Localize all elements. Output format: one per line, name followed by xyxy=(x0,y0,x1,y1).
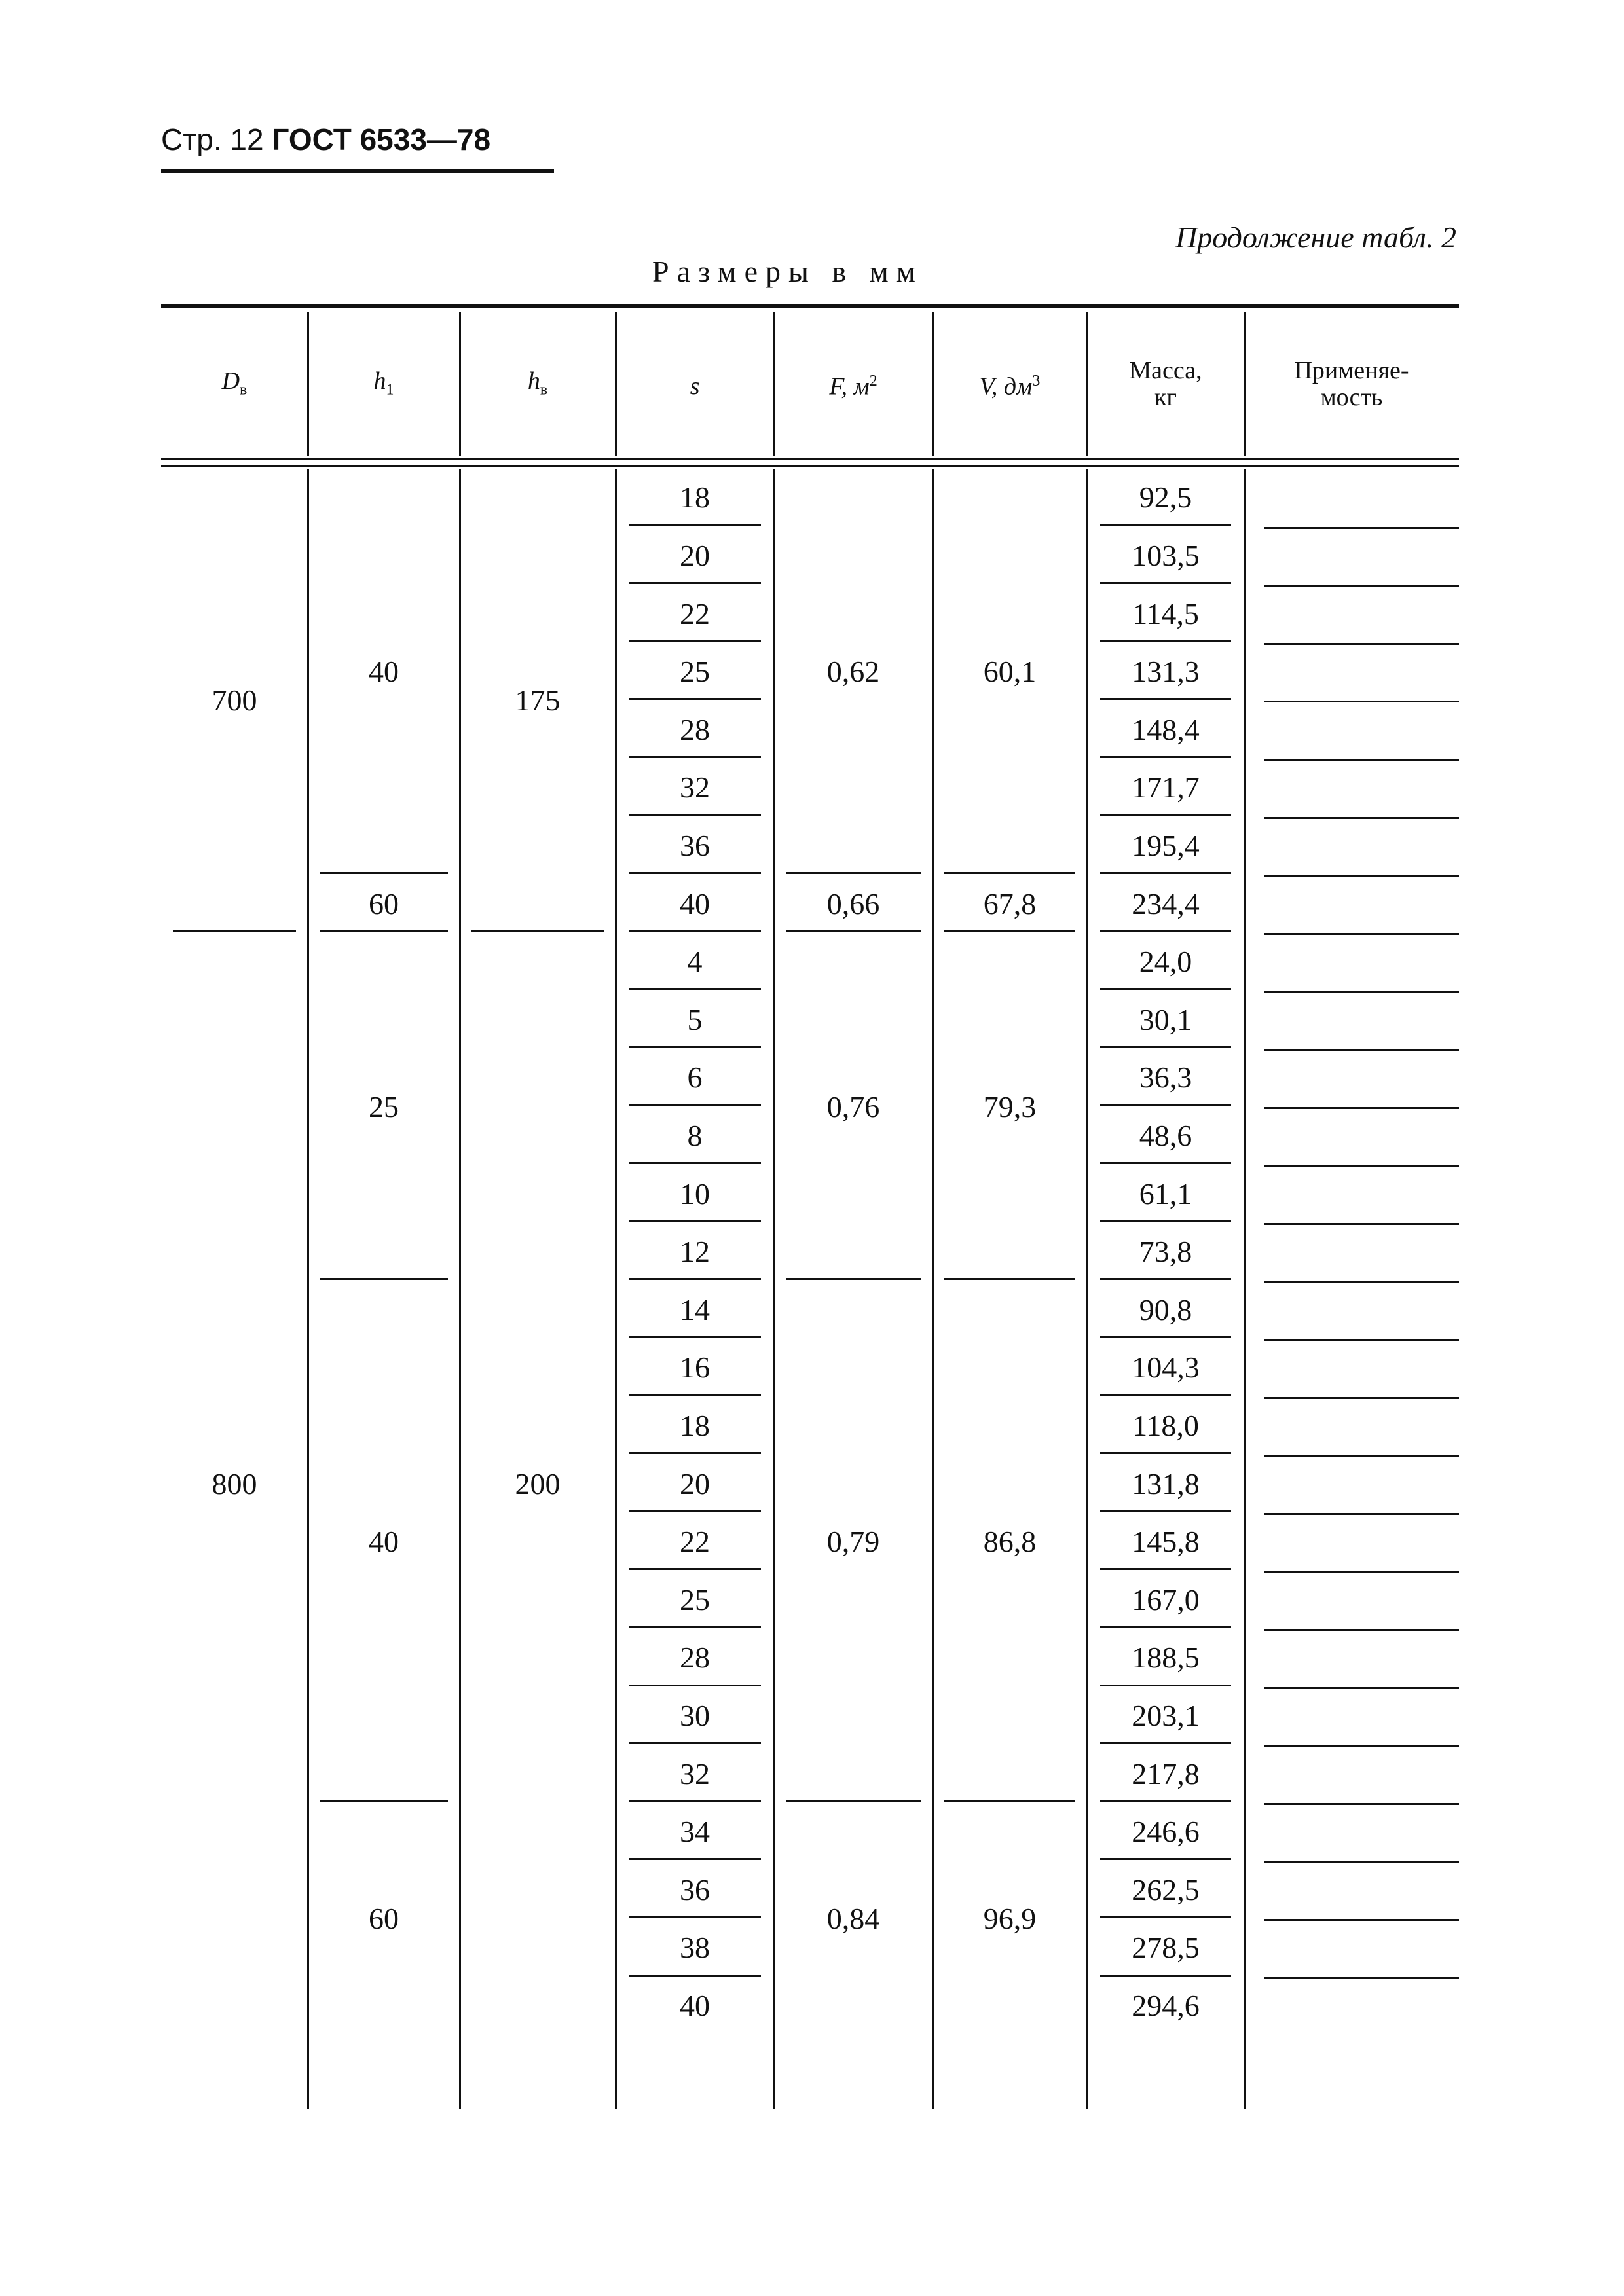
group-cell-f: 0,66 xyxy=(826,886,880,920)
row-underline-applicability xyxy=(1264,1861,1459,1863)
group-divider-f xyxy=(786,1800,921,1802)
header-separator-rule-2 xyxy=(161,465,1459,467)
continuation-note: Продолжение табл. 2 xyxy=(1175,221,1456,254)
table-row-s: 14 xyxy=(680,1292,710,1326)
row-underline-s xyxy=(629,1685,761,1686)
row-underline-s xyxy=(629,1916,761,1918)
row-underline-s xyxy=(629,1858,761,1860)
row-underline-mass xyxy=(1100,756,1231,758)
row-underline-applicability xyxy=(1264,527,1459,529)
table-row-s: 36 xyxy=(680,1872,710,1906)
column-divider xyxy=(773,312,775,456)
table-row-s: 6 xyxy=(687,1061,703,1095)
table-row-mass: 278,5 xyxy=(1132,1931,1200,1965)
row-underline-applicability xyxy=(1264,875,1459,877)
column-divider xyxy=(615,312,617,456)
column-divider xyxy=(307,312,309,456)
col-header-dv: $D_в$ xyxy=(221,367,248,399)
row-underline-mass xyxy=(1100,1336,1231,1338)
row-underline-s xyxy=(629,524,761,526)
column-divider xyxy=(932,312,934,456)
group-divider-v xyxy=(944,930,1075,932)
row-underline-mass xyxy=(1100,1104,1231,1106)
table-row-s: 40 xyxy=(680,886,710,920)
row-underline-s xyxy=(629,698,761,700)
row-underline-mass xyxy=(1100,1626,1231,1628)
row-underline-mass xyxy=(1100,1685,1231,1686)
col-header-mass: Масса, кг xyxy=(1129,357,1202,412)
table-row-s: 18 xyxy=(680,1408,710,1442)
row-underline-applicability xyxy=(1264,1165,1459,1167)
col-header-v: V, $дм^3$ xyxy=(979,373,1041,401)
row-underline-s xyxy=(629,1162,761,1164)
standard-code: ГОСТ 6533—78 xyxy=(272,122,491,156)
table-row-mass: 48,6 xyxy=(1139,1118,1192,1152)
row-underline-mass xyxy=(1100,582,1231,584)
row-underline-mass xyxy=(1100,1916,1231,1918)
page-number: Стр. 12 xyxy=(161,122,264,156)
table-row-s: 32 xyxy=(680,1757,710,1791)
group-cell-f: 0,84 xyxy=(826,1902,880,1935)
group-divider-hv xyxy=(471,930,604,932)
row-underline-s xyxy=(629,814,761,816)
row-underline-s xyxy=(629,1278,761,1280)
row-underline-applicability xyxy=(1264,1919,1459,1921)
row-underline-mass xyxy=(1100,1278,1231,1280)
table-row-mass: 148,4 xyxy=(1132,712,1200,746)
row-underline-s xyxy=(629,1800,761,1802)
col-header-f: F, $м^2$ xyxy=(829,373,877,401)
table-row-mass: 171,7 xyxy=(1132,771,1200,805)
row-underline-mass xyxy=(1100,930,1231,932)
row-underline-applicability xyxy=(1264,701,1459,702)
table-row-s: 25 xyxy=(680,1582,710,1616)
table-row-s: 8 xyxy=(687,1118,703,1152)
group-cell-f: 0,79 xyxy=(826,1525,880,1559)
table-row-s: 20 xyxy=(680,538,710,572)
row-underline-mass xyxy=(1100,524,1231,526)
column-divider xyxy=(459,312,461,456)
group-cell-dv: 800 xyxy=(212,1467,257,1501)
table-row-s: 38 xyxy=(680,1931,710,1965)
row-underline-mass xyxy=(1100,814,1231,816)
group-cell-h1: 60 xyxy=(369,1902,399,1935)
table-row-s: 25 xyxy=(680,655,710,689)
row-underline-s xyxy=(629,1626,761,1628)
table-row-s: 22 xyxy=(680,596,710,630)
group-cell-v: 67,8 xyxy=(983,886,1037,920)
row-underline-mass xyxy=(1100,1800,1231,1802)
row-underline-mass xyxy=(1100,1858,1231,1860)
table-row-s: 16 xyxy=(680,1351,710,1385)
group-divider-v xyxy=(944,872,1075,874)
table-row-mass: 118,0 xyxy=(1132,1408,1199,1442)
table-row-mass: 195,4 xyxy=(1132,828,1200,862)
units-caption: Размеры в мм xyxy=(652,255,923,288)
group-divider-v xyxy=(944,1800,1075,1802)
group-cell-h1: 25 xyxy=(369,1089,399,1123)
table-row-s: 20 xyxy=(680,1467,710,1501)
group-divider-h1 xyxy=(320,930,448,932)
table-row-s: 12 xyxy=(680,1235,710,1269)
row-underline-s xyxy=(629,1394,761,1396)
row-underline-mass xyxy=(1100,1510,1231,1512)
table-row-s: 32 xyxy=(680,771,710,805)
table-row-s: 10 xyxy=(680,1176,710,1211)
table-row-s: 34 xyxy=(680,1815,710,1849)
table-row-s: 30 xyxy=(680,1698,710,1732)
row-underline-mass xyxy=(1100,1162,1231,1164)
row-underline-applicability xyxy=(1264,1687,1459,1689)
row-underline-s xyxy=(629,1220,761,1222)
table-row-s: 28 xyxy=(680,1641,710,1675)
row-underline-mass xyxy=(1100,1452,1231,1454)
row-underline-s xyxy=(629,930,761,932)
table-row-mass: 203,1 xyxy=(1132,1698,1200,1732)
table-row-s: 22 xyxy=(680,1525,710,1559)
row-underline-s xyxy=(629,1336,761,1338)
group-cell-h1: 40 xyxy=(369,655,399,689)
row-underline-applicability xyxy=(1264,1223,1459,1225)
row-underline-s xyxy=(629,872,761,874)
group-cell-hv: 175 xyxy=(515,683,561,718)
row-underline-applicability xyxy=(1264,1977,1459,1979)
row-underline-mass xyxy=(1100,698,1231,700)
group-divider-dv xyxy=(173,930,296,932)
row-underline-applicability xyxy=(1264,643,1459,645)
table-row-mass: 188,5 xyxy=(1132,1641,1200,1675)
table-row-mass: 24,0 xyxy=(1139,945,1192,979)
group-cell-h1: 40 xyxy=(369,1525,399,1559)
table-row-mass: 36,3 xyxy=(1139,1061,1192,1095)
row-underline-applicability xyxy=(1264,1397,1459,1399)
table-row-mass: 246,6 xyxy=(1132,1815,1200,1849)
row-underline-mass xyxy=(1100,640,1231,642)
row-underline-s xyxy=(629,1046,761,1048)
row-underline-applicability xyxy=(1264,1455,1459,1457)
row-underline-s xyxy=(629,1568,761,1570)
table-row-mass: 217,8 xyxy=(1132,1757,1200,1791)
col-header-h1: $h_1$ xyxy=(373,367,394,399)
row-underline-s xyxy=(629,988,761,990)
table-row-mass: 104,3 xyxy=(1132,1351,1200,1385)
table-row-mass: 103,5 xyxy=(1132,538,1200,572)
table-row-mass: 73,8 xyxy=(1139,1235,1192,1269)
row-underline-applicability xyxy=(1264,1629,1459,1631)
group-divider-h1 xyxy=(320,872,448,874)
row-underline-s xyxy=(629,1975,761,1977)
row-underline-applicability xyxy=(1264,933,1459,935)
row-underline-applicability xyxy=(1264,1803,1459,1805)
row-underline-mass xyxy=(1100,1046,1231,1048)
table-row-mass: 131,3 xyxy=(1132,655,1200,689)
col-header-hv: $h_в$ xyxy=(527,367,548,399)
row-underline-mass xyxy=(1100,1975,1231,1977)
group-divider-f xyxy=(786,872,921,874)
row-underline-s xyxy=(629,1742,761,1744)
table-row-mass: 61,1 xyxy=(1139,1176,1192,1211)
table-row-mass: 294,6 xyxy=(1132,1988,1200,2022)
column-divider xyxy=(1086,312,1088,456)
row-underline-applicability xyxy=(1264,1281,1459,1283)
group-divider-h1 xyxy=(320,1800,448,1802)
table-row-s: 18 xyxy=(680,481,710,515)
table-row-mass: 90,8 xyxy=(1139,1292,1192,1326)
row-underline-s xyxy=(629,756,761,758)
row-underline-s xyxy=(629,1104,761,1106)
group-cell-f: 0,76 xyxy=(826,1089,880,1123)
row-underline-applicability xyxy=(1264,759,1459,761)
group-cell-v: 96,9 xyxy=(983,1902,1037,1935)
row-underline-applicability xyxy=(1264,1339,1459,1341)
table-row-mass: 234,4 xyxy=(1132,886,1200,920)
row-underline-mass xyxy=(1100,872,1231,874)
row-underline-mass xyxy=(1100,1742,1231,1744)
row-underline-applicability xyxy=(1264,1745,1459,1747)
row-underline-applicability xyxy=(1264,1571,1459,1573)
group-cell-v: 86,8 xyxy=(983,1525,1037,1559)
row-underline-applicability xyxy=(1264,817,1459,819)
row-underline-applicability xyxy=(1264,991,1459,993)
table-row-mass: 30,1 xyxy=(1139,1002,1192,1036)
group-divider-f xyxy=(786,930,921,932)
table-row-mass: 167,0 xyxy=(1132,1582,1200,1616)
row-underline-applicability xyxy=(1264,1513,1459,1515)
group-cell-h1: 60 xyxy=(369,886,399,920)
table-row-mass: 92,5 xyxy=(1139,481,1192,515)
group-divider-f xyxy=(786,1278,921,1280)
col-header-applicability: Применяе- мость xyxy=(1294,357,1409,412)
row-underline-mass xyxy=(1100,988,1231,990)
table-row-s: 4 xyxy=(687,945,703,979)
row-underline-applicability xyxy=(1264,1049,1459,1051)
group-divider-v xyxy=(944,1278,1075,1280)
row-underline-s xyxy=(629,582,761,584)
col-header-s: s xyxy=(690,373,700,400)
row-underline-applicability xyxy=(1264,585,1459,587)
group-cell-f: 0,62 xyxy=(826,655,880,689)
table-top-rule xyxy=(161,304,1459,308)
row-underline-s xyxy=(629,640,761,642)
table-row-s: 28 xyxy=(680,712,710,746)
row-underline-s xyxy=(629,1510,761,1512)
group-divider-h1 xyxy=(320,1278,448,1280)
group-cell-v: 60,1 xyxy=(983,655,1037,689)
table-row-s: 40 xyxy=(680,1988,710,2022)
group-cell-hv: 200 xyxy=(515,1467,561,1501)
row-underline-mass xyxy=(1100,1568,1231,1570)
group-cell-dv: 700 xyxy=(212,683,257,718)
table-row-s: 5 xyxy=(687,1002,703,1036)
column-divider xyxy=(1244,312,1246,456)
table-row-s: 36 xyxy=(680,828,710,862)
row-underline-s xyxy=(629,1452,761,1454)
table-row-mass: 114,5 xyxy=(1132,596,1199,630)
header-separator-rule xyxy=(161,458,1459,460)
row-underline-applicability xyxy=(1264,1107,1459,1109)
table-row-mass: 131,8 xyxy=(1132,1467,1200,1501)
row-underline-mass xyxy=(1100,1220,1231,1222)
group-cell-v: 79,3 xyxy=(983,1089,1037,1123)
table-row-mass: 262,5 xyxy=(1132,1872,1200,1906)
row-underline-mass xyxy=(1100,1394,1231,1396)
table-row-mass: 145,8 xyxy=(1132,1525,1200,1559)
column-divider xyxy=(932,469,934,2109)
